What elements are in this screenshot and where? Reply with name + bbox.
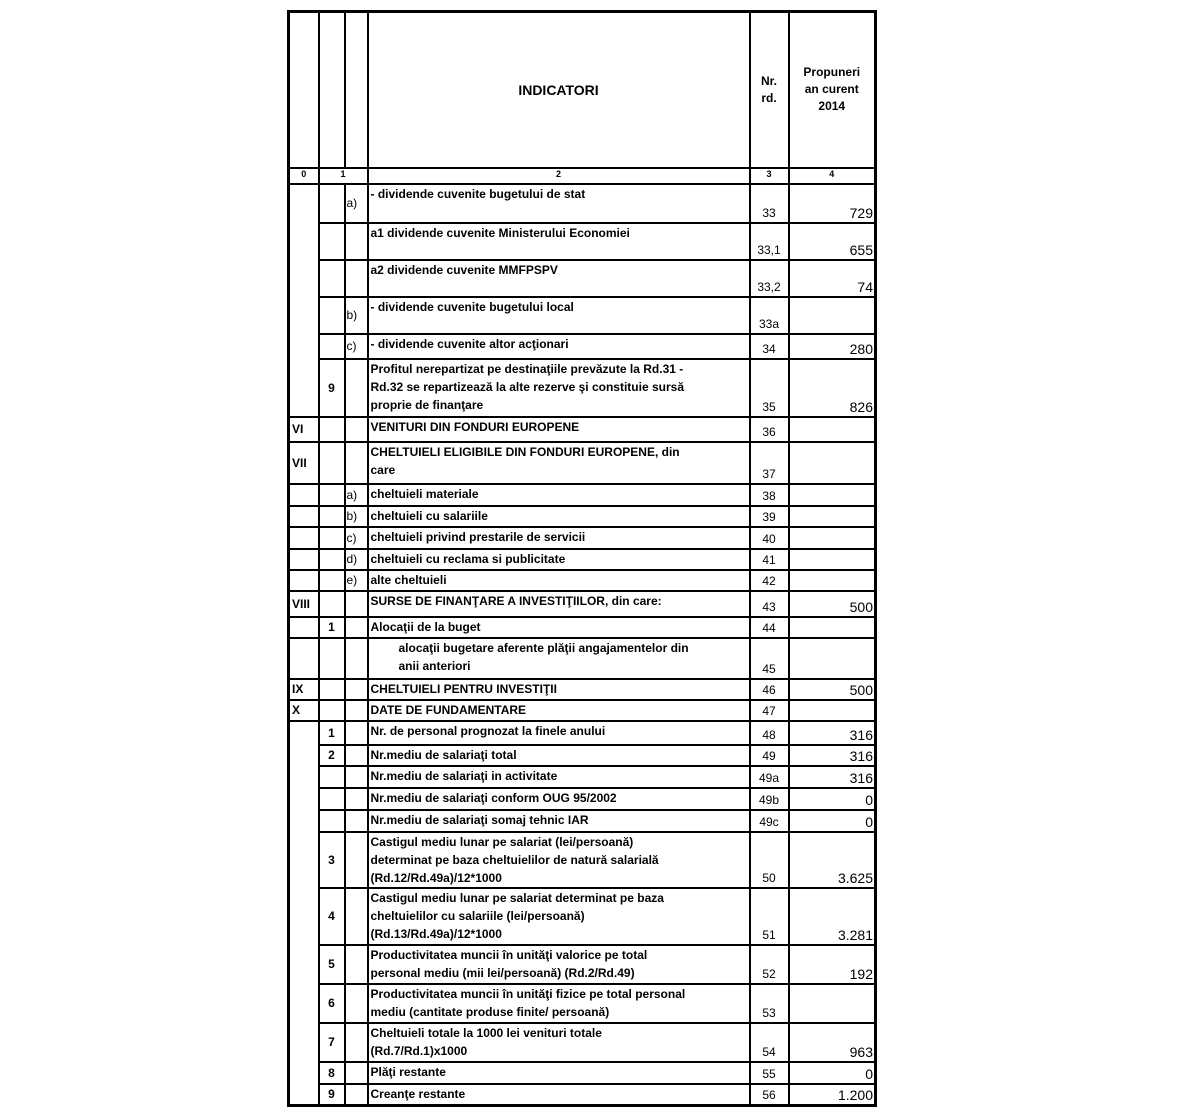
indicator-label: alte cheltuieli [368, 570, 750, 591]
row-section-cell [289, 638, 319, 679]
indicator-label: Nr. de personal prognozat la finele anului [368, 721, 750, 745]
row-nr-cell: 39 [750, 506, 789, 527]
table-row [289, 417, 876, 442]
indicator-label: cheltuieli cu salariile [368, 506, 750, 527]
row-number-cell: 8 [319, 1062, 345, 1084]
row-value-cell: 729 [789, 184, 876, 223]
row-number-cell: 7 [319, 1023, 345, 1062]
table-row [289, 506, 876, 527]
row-section-cell [289, 506, 319, 527]
row-nr-cell: 49c [750, 810, 789, 832]
row-nr-cell: 56 [750, 1084, 789, 1106]
indicator-label: cheltuieli cu reclama si publicitate [368, 549, 750, 570]
row-nr-cell: 33a [750, 297, 789, 334]
row-number-cell [319, 223, 345, 260]
row-value-cell [789, 549, 876, 570]
row-section-cell [289, 527, 319, 549]
indicator-label: Creanţe restante [368, 1084, 750, 1106]
table-row [289, 334, 876, 359]
indicator-label: Nr.mediu de salariaţi in activitate [368, 766, 750, 788]
row-section-cell [289, 570, 319, 591]
header-nr-rd: Nr. rd. [750, 12, 789, 168]
row-nr-cell: 48 [750, 721, 789, 745]
row-nr-cell: 38 [750, 484, 789, 506]
row-number-cell [319, 570, 345, 591]
table-row [289, 1023, 876, 1062]
indicator-label: Profitul nerepartizat pe destinaţiile prevăzute la Rd.31 - Rd.32 se repartizează la alte rezerve şi constituie sursă proprie de finanţare [368, 359, 750, 417]
table-row [289, 570, 876, 591]
row-nr-cell: 54 [750, 1023, 789, 1062]
row-section-cell: VI [289, 417, 319, 442]
table-row [289, 945, 876, 984]
indicator-label: Plăţi restante [368, 1062, 750, 1084]
row-number-cell [319, 679, 345, 700]
indicator-label: - dividende cuvenite bugetului de stat [368, 184, 750, 223]
row-nr-cell: 49 [750, 745, 789, 766]
row-nr-cell: 35 [750, 359, 789, 417]
row-number-cell [319, 638, 345, 679]
row-letter-cell [345, 442, 368, 484]
row-number-cell: 1 [319, 617, 345, 638]
table-row [289, 832, 876, 888]
row-value-cell [789, 297, 876, 334]
row-letter-cell [345, 617, 368, 638]
row-value-cell: 826 [789, 359, 876, 417]
row-nr-cell: 50 [750, 832, 789, 888]
row-value-cell: 280 [789, 334, 876, 359]
table-row [289, 617, 876, 638]
row-nr-cell: 49a [750, 766, 789, 788]
row-letter-cell [345, 700, 368, 721]
row-number-cell: 9 [319, 1084, 345, 1106]
indicator-label: Castigul mediu lunar pe salariat (lei/persoană) determinat pe baza cheltuielilor de natură salarială (Rd.12/Rd.49a)/12*1000 [368, 832, 750, 888]
row-value-cell: 963 [789, 1023, 876, 1062]
row-nr-cell: 41 [750, 549, 789, 570]
row-section-cell: VII [289, 442, 319, 484]
row-number-cell: 2 [319, 745, 345, 766]
indicator-label: DATE DE FUNDAMENTARE [368, 700, 750, 721]
table-row [289, 1084, 876, 1106]
table-row [289, 721, 876, 745]
table-row [289, 1062, 876, 1084]
row-number-cell [319, 591, 345, 617]
row-value-cell: 1.200 [789, 1084, 876, 1106]
col-index-0: 0 [289, 168, 319, 184]
row-number-cell: 9 [319, 359, 345, 417]
row-letter-cell [345, 888, 368, 945]
row-number-cell: 1 [319, 721, 345, 745]
indicator-label: alocaţii bugetare aferente plăţii angajamentelor din anii anteriori [368, 638, 750, 679]
row-letter-cell: b) [345, 506, 368, 527]
indicator-label: Productivitatea muncii în unităţi fizice pe total personal mediu (cantitate produse finite/ persoană) [368, 984, 750, 1023]
row-section-cell: IX [289, 679, 319, 700]
indicators-table [287, 10, 877, 1107]
col-index-2: 2 [368, 168, 750, 184]
row-value-cell [789, 617, 876, 638]
table-row [289, 788, 876, 810]
table-row [289, 984, 876, 1023]
row-number-cell: 3 [319, 832, 345, 888]
indicator-label: SURSE DE FINANŢARE A INVESTIŢIILOR, din care: [368, 591, 750, 617]
row-letter-cell [345, 788, 368, 810]
row-letter-cell [345, 591, 368, 617]
row-value-cell [789, 527, 876, 549]
table-row [289, 679, 876, 700]
indicator-label: VENITURI DIN FONDURI EUROPENE [368, 417, 750, 442]
row-value-cell [789, 570, 876, 591]
row-value-cell [789, 638, 876, 679]
row-letter-cell [345, 638, 368, 679]
row-letter-cell [345, 417, 368, 442]
row-letter-cell [345, 810, 368, 832]
row-number-cell [319, 549, 345, 570]
indicator-label: cheltuieli materiale [368, 484, 750, 506]
row-nr-cell: 36 [750, 417, 789, 442]
header-propuneri: Propuneri an curent 2014 [789, 12, 876, 168]
row-number-cell: 4 [319, 888, 345, 945]
row-number-cell [319, 700, 345, 721]
row-value-cell: 0 [789, 810, 876, 832]
row-letter-cell [345, 832, 368, 888]
table-row [289, 549, 876, 570]
row-letter-cell [345, 223, 368, 260]
row-number-cell [319, 417, 345, 442]
indicator-label: Alocaţii de la buget [368, 617, 750, 638]
header-col1b [345, 12, 368, 168]
row-letter-cell [345, 945, 368, 984]
row-number-cell [319, 184, 345, 223]
row-nr-cell: 33,2 [750, 260, 789, 297]
row-value-cell [789, 984, 876, 1023]
row-nr-cell: 45 [750, 638, 789, 679]
row-value-cell: 3.281 [789, 888, 876, 945]
row-nr-cell: 37 [750, 442, 789, 484]
table-row [289, 700, 876, 721]
table-row [289, 184, 876, 223]
table-row [289, 527, 876, 549]
row-nr-cell: 33 [750, 184, 789, 223]
table-row [289, 810, 876, 832]
table-row [289, 442, 876, 484]
indicator-label: - dividende cuvenite bugetului local [368, 297, 750, 334]
row-number-cell [319, 527, 345, 549]
header-indicatori: INDICATORI [368, 12, 750, 168]
indicator-label: Nr.mediu de salariaţi conform OUG 95/2002 [368, 788, 750, 810]
row-nr-cell: 40 [750, 527, 789, 549]
col-index-3: 3 [750, 168, 789, 184]
row-letter-cell [345, 984, 368, 1023]
table-row [289, 638, 876, 679]
table-row [289, 484, 876, 506]
col-index-4: 4 [789, 168, 876, 184]
row-number-cell [319, 506, 345, 527]
row-value-cell: 0 [789, 1062, 876, 1084]
row-letter-cell [345, 721, 368, 745]
table-row [289, 260, 876, 297]
row-value-cell [789, 484, 876, 506]
table-row [289, 888, 876, 945]
row-letter-cell: b) [345, 297, 368, 334]
indicator-label: Nr.mediu de salariaţi somaj tehnic IAR [368, 810, 750, 832]
row-letter-cell [345, 1062, 368, 1084]
row-nr-cell: 33,1 [750, 223, 789, 260]
row-value-cell [789, 417, 876, 442]
row-value-cell [789, 700, 876, 721]
row-letter-cell [345, 260, 368, 297]
row-number-cell [319, 442, 345, 484]
table-row [289, 591, 876, 617]
row-number-cell [319, 788, 345, 810]
row-number-cell [319, 766, 345, 788]
row-value-cell: 316 [789, 766, 876, 788]
row-number-cell: 6 [319, 984, 345, 1023]
indicator-label: Cheltuieli totale la 1000 lei venituri totale (Rd.7/Rd.1)x1000 [368, 1023, 750, 1062]
row-nr-cell: 53 [750, 984, 789, 1023]
row-value-cell: 3.625 [789, 832, 876, 888]
row-value-cell [789, 442, 876, 484]
indicator-label: CHELTUIELI PENTRU INVESTIŢII [368, 679, 750, 700]
row-letter-cell: a) [345, 484, 368, 506]
row-nr-cell: 44 [750, 617, 789, 638]
row-nr-cell: 51 [750, 888, 789, 945]
row-letter-cell [345, 745, 368, 766]
row-nr-cell: 43 [750, 591, 789, 617]
row-section-cell [289, 484, 319, 506]
row-nr-cell: 46 [750, 679, 789, 700]
row-number-cell [319, 810, 345, 832]
row-nr-cell: 34 [750, 334, 789, 359]
row-letter-cell [345, 766, 368, 788]
row-section-cell: VIII [289, 591, 319, 617]
indicator-label: a2 dividende cuvenite MMFPSPV [368, 260, 750, 297]
header-col1 [319, 12, 345, 168]
row-number-cell: 5 [319, 945, 345, 984]
row-nr-cell: 42 [750, 570, 789, 591]
row-value-cell: 500 [789, 679, 876, 700]
row-letter-cell: c) [345, 334, 368, 359]
column-index-row [289, 168, 876, 184]
row-section-cell [289, 184, 319, 417]
row-nr-cell: 49b [750, 788, 789, 810]
row-value-cell: 74 [789, 260, 876, 297]
row-value-cell: 192 [789, 945, 876, 984]
header-col0 [289, 12, 319, 168]
row-letter-cell [345, 679, 368, 700]
indicator-label: Castigul mediu lunar pe salariat determinat pe baza cheltuielilor cu salariile (lei/persoană) (Rd.13/Rd.49a)/12*1000 [368, 888, 750, 945]
row-section-cell [289, 549, 319, 570]
table-row [289, 745, 876, 766]
row-value-cell: 655 [789, 223, 876, 260]
row-section-cell: X [289, 700, 319, 721]
row-letter-cell: d) [345, 549, 368, 570]
row-number-cell [319, 297, 345, 334]
indicator-label: cheltuieli privind prestarile de servicii [368, 527, 750, 549]
row-nr-cell: 55 [750, 1062, 789, 1084]
row-nr-cell: 52 [750, 945, 789, 984]
row-nr-cell: 47 [750, 700, 789, 721]
row-letter-cell: e) [345, 570, 368, 591]
row-letter-cell [345, 1084, 368, 1106]
row-value-cell: 316 [789, 721, 876, 745]
header-row [289, 12, 876, 168]
indicator-label: - dividende cuvenite altor acţionari [368, 334, 750, 359]
row-number-cell [319, 260, 345, 297]
indicator-label: CHELTUIELI ELIGIBILE DIN FONDURI EUROPENE, din care [368, 442, 750, 484]
row-letter-cell [345, 359, 368, 417]
indicator-label: a1 dividende cuvenite Ministerului Economiei [368, 223, 750, 260]
row-section-cell [289, 617, 319, 638]
row-section-cell [289, 721, 319, 1106]
row-letter-cell [345, 1023, 368, 1062]
table-row [289, 297, 876, 334]
col-index-1: 1 [319, 168, 368, 184]
row-value-cell [789, 506, 876, 527]
table-row [289, 359, 876, 417]
row-number-cell [319, 484, 345, 506]
row-number-cell [319, 334, 345, 359]
indicator-label: Nr.mediu de salariaţi total [368, 745, 750, 766]
table-row [289, 223, 876, 260]
row-value-cell: 0 [789, 788, 876, 810]
indicator-label: Productivitatea muncii în unităţi valorice pe total personal mediu (mii lei/persoană) (Rd.2/Rd.49) [368, 945, 750, 984]
row-letter-cell: c) [345, 527, 368, 549]
table-row [289, 766, 876, 788]
row-value-cell: 500 [789, 591, 876, 617]
row-value-cell: 316 [789, 745, 876, 766]
row-letter-cell: a) [345, 184, 368, 223]
